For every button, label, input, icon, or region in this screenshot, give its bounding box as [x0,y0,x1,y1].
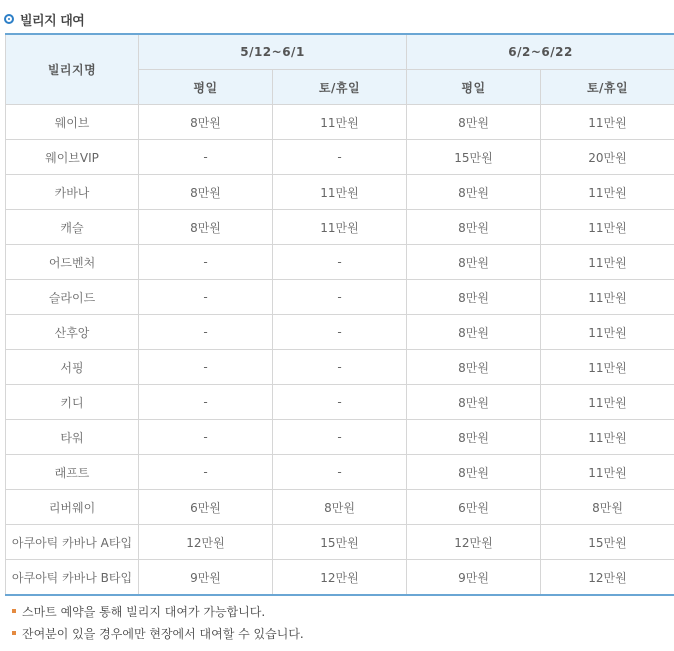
village-name-cell: 캐슬 [6,210,139,245]
price-cell: 8만원 [407,420,541,455]
price-cell: 15만원 [273,525,407,560]
village-name-cell: 키디 [6,385,139,420]
price-cell: 8만원 [541,490,674,525]
price-cell: 8만원 [407,105,541,140]
header-period-2-weekend: 토/휴일 [541,70,674,105]
price-cell: 8만원 [139,105,273,140]
table-row [6,350,674,385]
price-cell: - [273,245,407,280]
header-period-2: 6/2~6/22 [407,34,674,70]
table-row [6,490,674,525]
price-cell: 12만원 [139,525,273,560]
header-village-name: 빌리지명 [6,34,139,105]
price-cell: 11만원 [541,175,674,210]
price-cell: 11만원 [541,385,674,420]
table-row [6,280,674,315]
note-bullet-icon [12,609,16,613]
price-cell: - [139,385,273,420]
table-row [6,140,674,175]
table-body [6,105,674,596]
header-period-2-weekday: 평일 [407,70,541,105]
village-name-cell: 타워 [6,420,139,455]
price-cell: 11만원 [541,105,674,140]
price-cell: 8만원 [407,455,541,490]
table-row [6,315,674,350]
price-cell: - [273,455,407,490]
table-row [6,525,674,560]
table-row [6,420,674,455]
price-cell: - [139,280,273,315]
price-cell: 15만원 [541,525,674,560]
price-cell: 8만원 [407,175,541,210]
village-name-cell: 서핑 [6,350,139,385]
price-cell: 6만원 [407,490,541,525]
rental-price-table [5,33,674,596]
price-cell: 15만원 [407,140,541,175]
table-row [6,105,674,140]
price-cell: 11만원 [541,245,674,280]
header-period-1-weekend: 토/휴일 [273,70,407,105]
price-cell: - [139,140,273,175]
village-name-cell: 카바나 [6,175,139,210]
price-cell: 12만원 [541,560,674,596]
header-period-1: 5/12~6/1 [139,34,407,70]
village-name-cell: 웨이브VIP [6,140,139,175]
table-row [6,210,674,245]
village-name-cell: 아쿠아틱 카바나 B타입 [6,560,139,596]
price-cell: - [139,315,273,350]
price-cell: - [273,385,407,420]
price-cell: 12만원 [273,560,407,596]
price-cell: - [273,140,407,175]
section-header [4,9,84,29]
section-title: 빌리지 대여 [20,13,85,29]
price-cell: 11만원 [541,315,674,350]
price-cell: 11만원 [541,455,674,490]
price-cell: - [139,245,273,280]
header-period-1-weekday: 평일 [139,70,273,105]
price-cell: - [273,350,407,385]
price-cell: 11만원 [541,280,674,315]
table-row [6,560,674,596]
price-cell: 11만원 [541,350,674,385]
price-cell: 11만원 [541,420,674,455]
price-cell: 8만원 [139,210,273,245]
price-cell: - [139,420,273,455]
price-cell: - [273,280,407,315]
note-bullet-icon [12,631,16,635]
price-cell: 8만원 [407,385,541,420]
table-row [6,455,674,490]
price-cell: 8만원 [273,490,407,525]
circle-bullet-icon [4,14,14,24]
note-text: 스마트 예약을 통해 빌리지 대여가 가능합니다. [22,604,266,619]
note-item [12,622,304,644]
price-cell: - [139,350,273,385]
price-cell: 8만원 [407,245,541,280]
village-name-cell: 슬라이드 [6,280,139,315]
table-row [6,385,674,420]
price-cell: 11만원 [273,175,407,210]
price-cell: 11만원 [541,210,674,245]
price-cell: 11만원 [273,105,407,140]
price-cell: 6만원 [139,490,273,525]
price-cell: - [273,420,407,455]
price-cell: 12만원 [407,525,541,560]
village-name-cell: 웨이브 [6,105,139,140]
price-cell: 9만원 [407,560,541,596]
village-name-cell: 산후앙 [6,315,139,350]
village-name-cell: 아쿠아틱 카바나 A타입 [6,525,139,560]
price-cell: 11만원 [273,210,407,245]
note-text: 잔여분이 있을 경우에만 현장에서 대여할 수 있습니다. [22,626,304,641]
note-item [12,600,304,622]
price-cell: 8만원 [139,175,273,210]
table-row [6,245,674,280]
price-cell: 8만원 [407,280,541,315]
village-name-cell: 리버웨이 [6,490,139,525]
price-cell: 20만원 [541,140,674,175]
notes-list [12,600,304,644]
price-cell: 8만원 [407,315,541,350]
village-name-cell: 어드벤처 [6,245,139,280]
village-name-cell: 래프트 [6,455,139,490]
table-row [6,175,674,210]
price-cell: - [139,455,273,490]
price-cell: 8만원 [407,210,541,245]
price-cell: - [273,315,407,350]
price-cell: 9만원 [139,560,273,596]
price-cell: 8만원 [407,350,541,385]
